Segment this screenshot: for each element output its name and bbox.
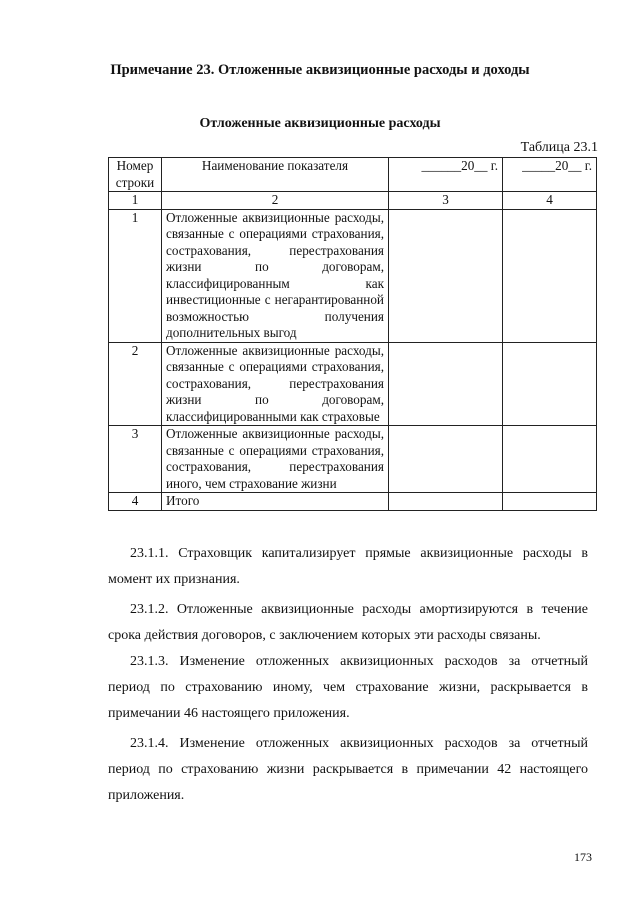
value-period-2 (503, 493, 597, 511)
column-number: 3 (389, 192, 503, 210)
value-period-1 (389, 342, 503, 426)
header-indicator-name: Наименование показателя (162, 158, 389, 192)
header-period-2: _____20__ г. (503, 158, 597, 192)
value-period-2 (503, 426, 597, 493)
indicator-name: Отложенные аквизиционные расходы, связанные с операциями страхования, сострахования, перестрахования жизни по договорам, классифицированным как инвестиционные с негарантированной возможностью получения дополнительных выгод (162, 209, 389, 342)
table-subtitle: Отложенные аквизиционные расходы (199, 116, 441, 131)
table-caption: Таблица 23.1 (520, 140, 598, 155)
indicator-name: Отложенные аквизиционные расходы, связанные с операциями страхования, сострахования, перестрахования иного, чем страхование жизни (162, 426, 389, 493)
note-title: Примечание 23. Отложенные аквизиционные расходы и доходы (110, 62, 530, 78)
value-period-2 (503, 209, 597, 342)
acquisition-costs-table (108, 157, 597, 511)
paragraph-23-1-3: 23.1.3. Изменение отложенных аквизиционных расходов за отчетный период по страхованию иному, чем страхование жизни, раскрывается в примечании 46 настоящего приложения. (108, 654, 588, 721)
paragraph-23-1-2: 23.1.2. Отложенные аквизиционные расходы амортизируются в течение срока действия договоров, с заключением которых эти расходы связаны. (108, 602, 588, 643)
table-row-total (109, 493, 597, 511)
indicator-name: Итого (162, 493, 389, 511)
paragraph-23-1-4: 23.1.4. Изменение отложенных аквизиционных расходов за отчетный период по страхованию жизни раскрывается в примечании 42 настоящего приложения. (108, 736, 588, 803)
row-number: 1 (109, 209, 162, 342)
column-number: 1 (109, 192, 162, 210)
value-period-1 (389, 209, 503, 342)
table-row (109, 209, 597, 342)
header-row-number: Номер строки (109, 158, 162, 192)
table-row (109, 426, 597, 493)
header-period-1: ______20__ г. (389, 158, 503, 192)
row-number: 3 (109, 426, 162, 493)
column-number: 2 (162, 192, 389, 210)
paragraph-23-1-1: 23.1.1. Страховщик капитализирует прямые аквизиционные расходы в момент их признания. (108, 546, 588, 587)
column-number: 4 (503, 192, 597, 210)
column-number-row (109, 192, 597, 210)
value-period-2 (503, 342, 597, 426)
table-header-row (109, 158, 597, 192)
value-period-1 (389, 426, 503, 493)
value-period-1 (389, 493, 503, 511)
row-number: 4 (109, 493, 162, 511)
row-number: 2 (109, 342, 162, 426)
page-number: 173 (574, 850, 592, 864)
table-row (109, 342, 597, 426)
indicator-name: Отложенные аквизиционные расходы, связанные с операциями страхования, сострахования, перестрахования жизни по договорам, классифицированными как страховые (162, 342, 389, 426)
